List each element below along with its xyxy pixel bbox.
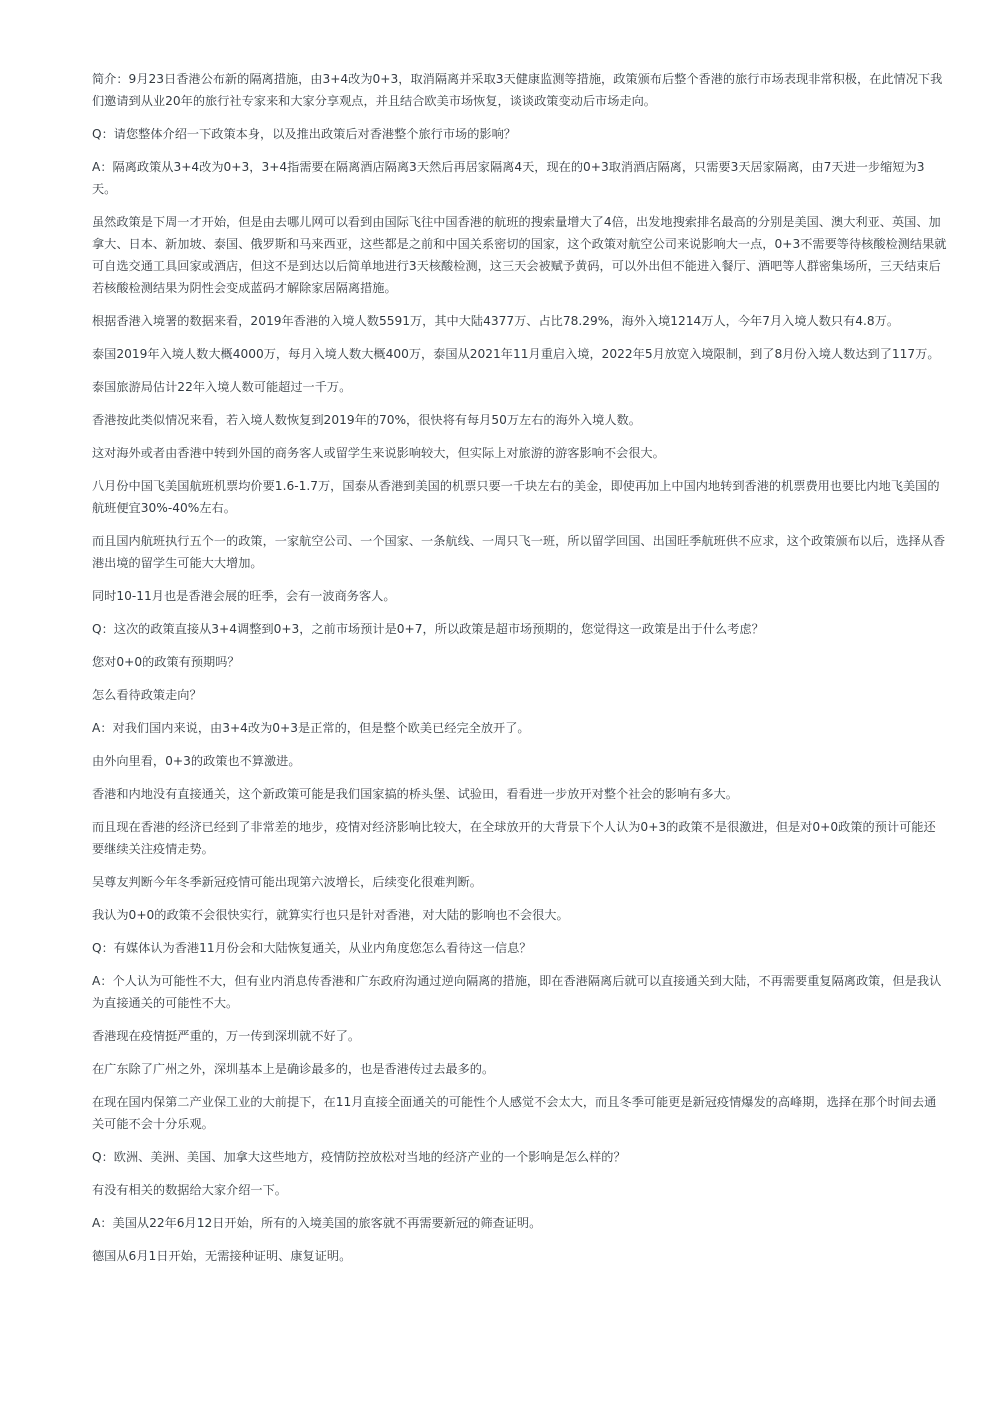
question-paragraph: 您对0+0的政策有预期吗？ [92,655,240,669]
question-paragraph: Q：请您整体介绍一下政策本身，以及推出政策后对香港整个旅行市场的影响？ [92,127,516,141]
body-paragraph: 德国从6月1日开始，无需接种证明、康复证明。 [92,1249,352,1263]
body-paragraph: 泰国2019年入境人数大概4000万，每月入境人数大概400万，泰国从2021年11月重启入境，2022年5月放宽入境限制，到了8月份入境人数达到了117万。 [92,347,940,361]
question-paragraph: 怎么看待政策走向？ [92,688,202,702]
question-paragraph: Q：这次的政策直接从3+4调整到0+3，之前市场预计是0+7，所以政策是超市场预期的，您觉得这一政策是出于什么考虑？ [92,622,764,636]
question-paragraph: 有没有相关的数据给大家介绍一下。 [92,1183,287,1197]
body-paragraph: 由外向里看，0+3的政策也不算激进。 [92,754,301,768]
body-paragraph: 八月份中国飞美国航班机票均价要1.6-1.7万，国泰从香港到美国的机票只要一千块左右的美金，即使再加上中国内地转到香港的机票费用也要比内地飞美国的航班便宜30%-40%左右。 [92,479,940,515]
body-paragraph: 而且国内航班执行五个一的政策，一家航空公司、一个国家、一条航线、一周只飞一班，所以留学回国、出国旺季航班供不应求，这个政策颁布以后，选择从香港出境的留学生可能大大增加。 [92,534,946,570]
body-paragraph: 同时10-11月也是香港会展的旺季，会有一波商务客人。 [92,589,396,603]
answer-paragraph: A：美国从22年6月12日开始，所有的入境美国的旅客就不再需要新冠的筛查证明。 [92,1216,542,1230]
body-paragraph: 在现在国内保第二产业保工业的大前提下，在11月直接全面通关的可能性个人感觉不会太大，而且冬季可能更是新冠疫情爆发的高峰期，选择在那个时间去通关可能不会十分乐观。 [92,1095,937,1131]
body-paragraph: 而且现在香港的经济已经到了非常差的地步，疫情对经济影响比较大，在全球放开的大背景下个人认为0+3的政策不是很激进，但是对0+0政策的预计可能还要继续关注疫情走势。 [92,820,936,856]
document-body [92,68,947,1278]
body-paragraph: 虽然政策是下周一才开始，但是由去哪儿网可以看到由国际飞往中国香港的航班的搜索量增大了4倍，出发地搜索排名最高的分别是美国、澳大利亚、英国、加拿大、日本、新加坡、泰国、俄罗斯和马来西亚，这些都是之前和中国关系密切的国家，这个政策对航空公司来说影响大一点，0+3不需要等待核酸检测结果就可自选交通工具回家或酒店，但这不是到达以后简单地进行3天核酸检测，这三天会被赋予黄码，可以外出但不能进入餐厅、酒吧等人群密集场所，三天结束后若核酸检测结果为阴性会变成蓝码才解除家居隔离措施。 [92,215,947,295]
body-paragraph: 泰国旅游局估计22年入境人数可能超过一千万。 [92,380,352,394]
body-paragraph: 我认为0+0的政策不会很快实行，就算实行也只是针对香港，对大陆的影响也不会很大。 [92,908,569,922]
body-paragraph: 香港按此类似情况来看，若入境人数恢复到2019年的70%，很快将有每月50万左右的海外入境人数。 [92,413,641,427]
answer-paragraph: A：个人认为可能性不大，但有业内消息传香港和广东政府沟通过逆向隔离的措施，即在香港隔离后就可以直接通关到大陆，不再需要重复隔离政策，但是我认为直接通关的可能性不大。 [92,974,942,1010]
answer-paragraph: A：对我们国内来说，由3+4改为0+3是正常的，但是整个欧美已经完全放开了。 [92,721,530,735]
question-paragraph: Q：有媒体认为香港11月份会和大陆恢复通关，从业内角度您怎么看待这一信息？ [92,941,532,955]
intro-paragraph: 简介：9月23日香港公布新的隔离措施，由3+4改为0+3，取消隔离并采取3天健康监测等措施，政策颁布后整个香港的旅行市场表现非常积极，在此情况下我们邀请到从业20年的旅行社专家来和大家分享观点，并且结合欧美市场恢复，谈谈政策变动后市场走向。 [92,72,943,108]
body-paragraph: 这对海外或者由香港中转到外国的商务客人或留学生来说影响较大，但实际上对旅游的游客影响不会很大。 [92,446,665,460]
answer-paragraph: A：隔离政策从3+4改为0+3，3+4指需要在隔离酒店隔离3天然后再居家隔离4天，现在的0+3取消酒店隔离，只需要3天居家隔离，由7天进一步缩短为3天。 [92,160,925,196]
body-paragraph: 根据香港入境署的数据来看，2019年香港的入境人数5591万，其中大陆4377万、占比78.29%，海外入境1214万人，今年7月入境人数只有4.8万。 [92,314,900,328]
body-paragraph: 香港和内地没有直接通关，这个新政策可能是我们国家搞的桥头堡、试验田，看看进一步放开对整个社会的影响有多大。 [92,787,738,801]
body-paragraph: 香港现在疫情挺严重的，万一传到深圳就不好了。 [92,1029,361,1043]
body-paragraph: 吴尊友判断今年冬季新冠疫情可能出现第六波增长，后续变化很难判断。 [92,875,482,889]
question-paragraph: Q：欧洲、美洲、美国、加拿大这些地方，疫情防控放松对当地的经济产业的一个影响是怎么样的？ [92,1150,626,1164]
body-paragraph: 在广东除了广州之外，深圳基本上是确诊最多的，也是香港传过去最多的。 [92,1062,495,1076]
